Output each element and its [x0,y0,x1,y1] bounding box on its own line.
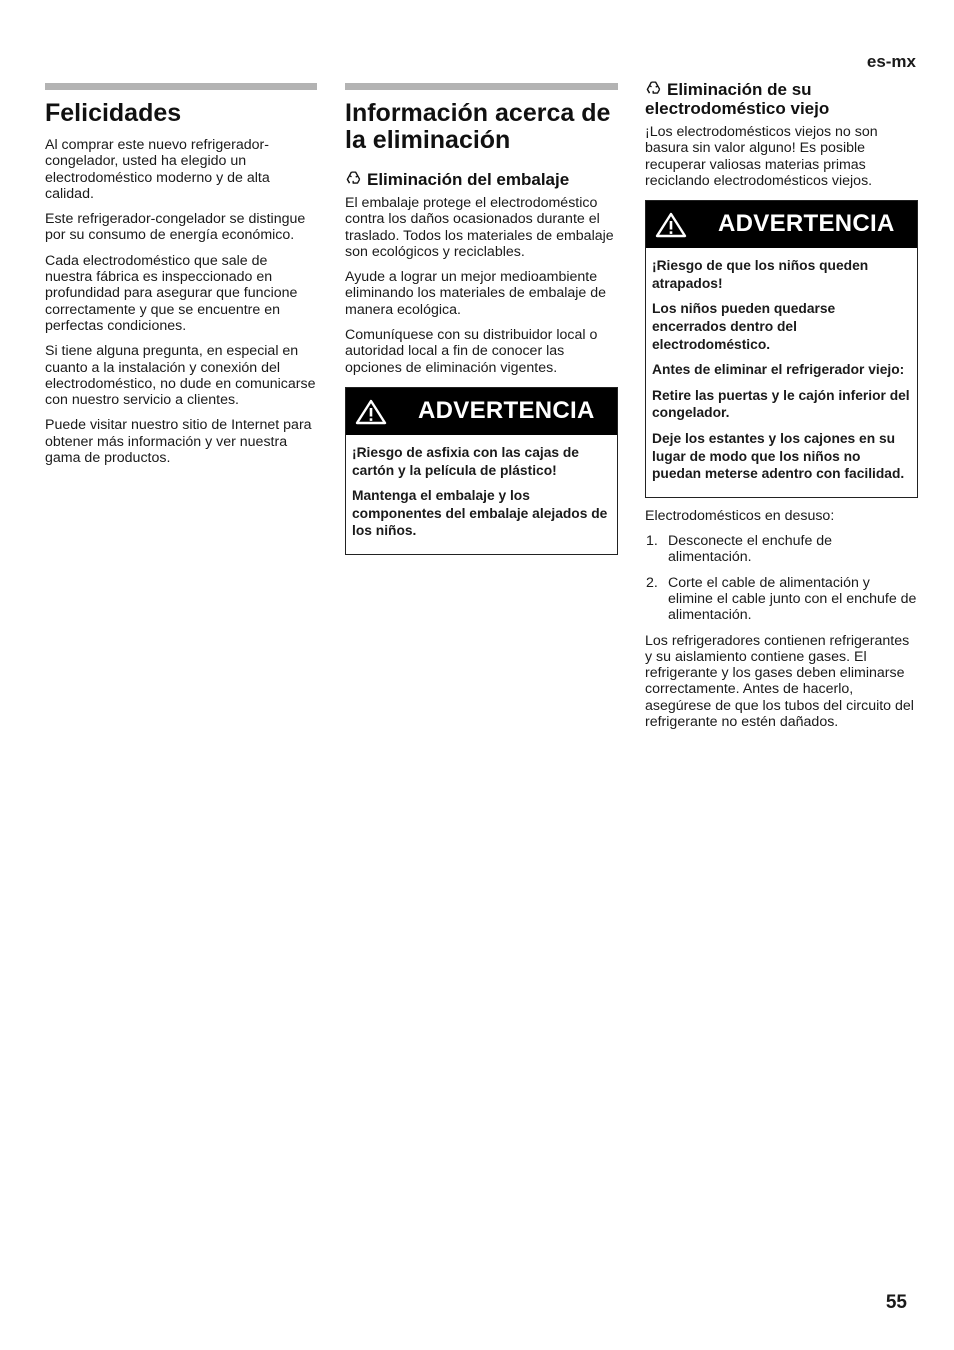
warning-line: ¡Riesgo de asfixia con las cajas de cartón y la película de plástico! [352,444,579,478]
warning-triangle-icon [654,211,688,239]
warning-line: Antes de eliminar el refrigerador viejo: [652,362,905,378]
subsection-title-viejo [645,80,918,118]
paragraph: ¡Los electrodomésticos viejos no son basura sin valor alguno! Es posible recuperar valiosas materias primas reciclando electrodomésticos viejos. [645,124,878,189]
paragraph: Ayude a lograr un mejor medioambiente eliminando los materiales de embalaje de manera ecológica. [345,269,607,318]
column-eliminacion [345,83,618,565]
warning-line: Retire las puertas y le cajón inferior del congelador. [652,387,910,421]
paragraph: Al comprar este nuevo refrigerador-congelador, usted ha elegido un electrodoméstico moderno y de alta calidad. [45,137,270,202]
warning-box-embalaje [345,387,618,555]
paragraph: Los refrigeradores contienen refrigerantes y su aislamiento contiene gases. El refrigerante y los gases deben eliminarse correctamente. Antes de hacerlo, asegúrese de que los tubos del circuito del refrigerante no estén dañados. [645,632,914,730]
section-title-felicidades: Felicidades [45,99,182,127]
section-rule [45,83,317,90]
paragraph: El embalaje protege el electrodoméstico contra los daños ocasionados durante el traslado. Todos los materiales de embalaje son ecológicos y reciclables. [345,195,614,260]
warning-label: ADVERTENCIA [718,210,895,238]
warning-line: Mantenga el embalaje y los componentes del embalaje alejados de los niños. [352,488,608,539]
recycle-icon [645,80,662,97]
subsection-title-embalaje [345,170,618,189]
recycle-icon [345,170,362,187]
column-electrodomestico-viejo [645,78,918,739]
steps-list [645,533,918,623]
language-label: es-mx [866,52,916,71]
list-item [645,533,918,566]
list-item-number: 2. [646,574,658,591]
list-item-number: 1. [646,533,658,550]
page-number: 55 [885,1292,907,1313]
paragraph: Comuníquese con su distribuidor local o autoridad local a fin de conocer las opciones de eliminación vigentes. [345,327,598,376]
warning-box-atrapados [645,200,918,498]
list-item-text: Desconecte el enchufe de alimentación. [668,533,833,566]
paragraph: Este refrigerador-congelador se distingue por su consumo de energía económico. [45,211,306,244]
warning-line: ¡Riesgo de que los niños queden atrapados! [652,258,869,291]
subsection-title-text: Eliminación del embalaje [367,170,570,189]
list-item-text: Corte el cable de alimentación y elimine el cable junto con el enchufe de alimentación. [668,574,917,624]
warning-body [346,435,617,554]
warning-body [646,248,917,497]
warning-line: Deje los estantes y los cajones en su lugar de modo que los niños no puedan meterse adentro con facilidad. [652,430,905,482]
paragraph: Puede visitar nuestro sitio de Internet para obtener más información y ver nuestra gama de productos. [45,417,312,467]
steps-intro: Electrodomésticos en desuso: [645,507,835,524]
subsection-title-text: Eliminación de su electrodoméstico viejo [645,80,830,118]
warning-line: Los niños pueden quedarse encerrados dentro del electrodoméstico. [652,301,836,352]
warning-header [346,388,617,435]
section-rule [345,83,618,90]
paragraph: Cada electrodoméstico que sale de nuestra fábrica es inspeccionado en profundidad para asegurar que funcione correctamente y que se encuentre en perfectas condiciones. [45,252,298,334]
warning-label: ADVERTENCIA [418,396,595,424]
column-felicidades [45,83,317,475]
section-title-eliminacion: Información acerca de la eliminación [345,99,611,154]
warning-triangle-icon [354,398,388,426]
paragraph: Si tiene alguna pregunta, en especial en cuanto a la instalación y conexión del electrodoméstico, no dude en comunicarse con nuestro servicio a clientes. [45,343,316,409]
list-item [645,575,918,624]
warning-header [646,201,917,248]
